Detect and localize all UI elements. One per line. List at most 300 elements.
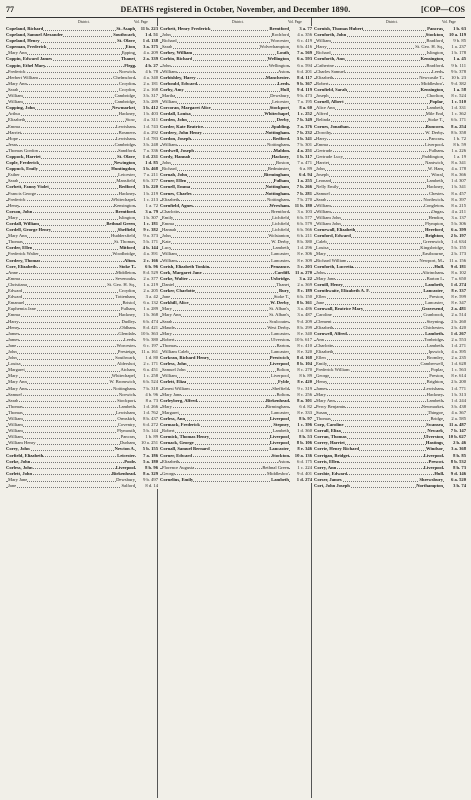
entry-name: William [8,416,23,421]
entry-name: Emma [8,312,20,318]
entry-district: Lambeth [272,428,289,434]
entry-volume-page: 8 e. 346 [290,446,312,452]
entry-name: Cornford, Edward [314,233,351,239]
entry-district: Altrincham [422,269,443,275]
entry-volume-page: 7 b. 349 [290,117,312,123]
entry-name: Cornewall, Elizabeth [314,227,356,233]
entry-district: Bedminster [267,166,289,172]
entry-district: Thingoe [427,409,443,415]
volume-page-heading: Vol. Page [442,20,456,24]
entry-volume-page: 8 b. 299 [290,325,312,331]
entry-name: Emma [316,141,328,147]
entry-district: Hackney [118,312,135,318]
entry-district: Birkenhead [266,397,289,403]
entry-volume-page: 8 a. 102 [444,270,466,276]
entry-name: Richard [162,166,177,172]
entry-volume-page: 6 c. 197 [136,343,158,349]
entry-name: John [8,355,17,361]
entry-district: Ulverston [423,434,443,440]
entry-name: Herbert William [8,74,38,80]
entry-district: Cambridge [114,93,135,99]
entry-volume-page: 6 a. 89 [290,166,312,172]
entry-district: Steyning [426,318,443,324]
district-heading: District. [78,20,90,24]
entry-district: Stow [125,117,135,123]
entry-volume-page: 4 a. 178 [444,166,466,172]
entry-volume-page: 1 d. 743 [136,124,158,130]
entry-name: Margaret [162,409,179,415]
entry-name: Copeland, Richard [6,26,44,31]
entry-district: Whitechapel [111,196,135,202]
entry-volume-page: 4 a. 340 [136,75,158,81]
entry-volume-page: 9 b. 367 [290,81,312,87]
entry-district: Kensington [420,86,443,92]
entry-volume-page: 5 b. 155 [136,446,158,452]
entry-name: Ernest William [162,385,190,391]
entry-volume-page: 8 b. 437 [136,416,158,422]
entry-volume-page: 6 a. 399 [444,227,466,233]
entry-volume-page: 3 a. 77 [290,26,312,32]
entry-volume-page: 1 d. 80 [136,355,158,361]
entry-name: Cordery, John Henry [160,129,202,135]
entry-district: St. Thomas [114,239,135,245]
entry-name: Mary [162,306,172,312]
entry-name: Richard William [316,257,347,263]
entry-district: Chichester [423,324,443,330]
entry-volume-page: 1 b. 313 [444,392,466,398]
entry-district: Preston [429,294,443,300]
entry-name: Cople, Frederick [6,160,40,166]
entry-name: Cornfield, Sarah [314,86,347,92]
entry-district: Leicester [117,452,135,458]
entry-district: Wirral [431,172,443,178]
entry-name: Elizabeth [316,324,334,330]
entry-name: James [316,385,328,391]
entry-name: Harriet [8,129,22,135]
entry-name: Samuel John [162,367,186,373]
entry-district: Newington [113,160,135,166]
entry-district: St. Alban's [269,312,289,318]
entry-district: Hull [434,263,443,269]
entry-volume-page: 8 b. 358 [444,130,466,136]
entry-volume-page: 1 b. 341 [444,184,466,190]
entry-volume-page: 2 b. 46 [444,440,466,446]
entry-volume-page: 1 b. 72 [444,136,466,142]
entry-volume-page: 4 a. 211 [444,209,466,215]
entry-district: Cambridge [114,141,135,147]
entry-volume-page: 2 a. 205 [136,288,158,294]
entry-volume-page: 2 b. 173 [444,251,466,257]
entry-district: W. Ham [427,166,443,172]
entry-district: Nottingham [265,129,289,135]
entry-volume-page: 3 b. 289 [136,99,158,105]
entry-district: Lambeth [426,342,443,348]
entry-name: Mary Ann [162,312,181,318]
entry-district: Ongar [431,208,443,214]
entry-name: William [316,208,331,214]
entry-name: Cornes, Jonathan [314,123,349,129]
entry-volume-page: 11 a. 270 [290,270,312,276]
entry-name: Coppuck, Emily [6,166,38,172]
entry-district: Stockport [117,397,135,403]
entry-district: Islington [118,214,135,220]
entry-district: Stockton [425,32,443,38]
entry-district: Chester [428,190,443,196]
entry-name: John [162,62,171,68]
entry-name: Mary Ann [8,233,27,239]
entry-volume-page: 1 c. 563 [444,367,466,373]
entry-district: St. Asaph [116,26,135,31]
entry-name: Cornforth, Ann [314,56,345,62]
entry-district: Rochford [271,32,289,38]
entry-name: Thomas [8,239,23,245]
entry-district: Newmarket [421,403,443,409]
entry-volume-page: 2 a. 339 [136,56,158,62]
entry-name: Hannah [162,227,177,233]
entry-district: Lancaster [271,330,289,336]
entry-name: Susan [316,409,327,415]
entry-volume-page: 1 c. 252 [290,111,312,117]
entry-district: Thanet [120,56,135,62]
entry-name: Corey, John [6,446,30,452]
entry-name: Cornforth, Lucretia [314,263,354,269]
entry-volume-page: 1 d. 271 [444,343,466,349]
entry-district: Southwark [115,355,135,361]
entry-volume-page: 3 a. 368 [444,446,466,452]
entry-district: Woodbridge [112,251,135,257]
entry-volume-page: 8 b. 85 [444,453,466,459]
page-number: 77 [6,5,14,14]
entry-volume-page: 4 a. 395 [444,349,466,355]
entry-name: Thomas [8,403,23,409]
entry-volume-page: 2 c. 171 [136,361,158,367]
entry-name: Ann [316,336,324,342]
entry-volume-page: 9 a. 373 [136,233,158,239]
entry-district: Brentford [271,208,289,214]
entry-volume-page: 3 a. 487 [290,312,312,318]
entry-volume-page: 6 d. 175 [290,459,312,465]
entry-district: Paddington [422,153,443,159]
entry-name: Thomas [162,342,177,348]
register-entry [314,483,466,489]
entry-volume-page: 3 a. 79 [136,209,158,215]
entry-name: Joseph [316,93,329,99]
entry-volume-page: 8 e. 320 [290,349,312,355]
entry-district: Croydon [118,86,135,92]
entry-volume-page: 8 b. 53 [290,434,312,440]
entry-district: W. Derby [425,129,443,135]
entry-name: Corbey, William [160,50,193,56]
entry-volume-page: 1 b. 219 [136,191,158,197]
entry-volume-page: 3 a. 103 [290,209,312,215]
entry-volume-page: 4 a. 209 [136,50,158,56]
entry-name: Joseph [316,172,329,178]
entry-district: Alton [124,257,135,263]
entry-volume-page: 7 a. 650 [444,276,466,282]
entry-name: John [8,348,17,354]
entry-name: Samuel [316,190,330,196]
entry-name: Emma [162,221,174,226]
entry-district: Uxbridge [270,275,289,281]
entry-district: Nottingham [267,141,289,147]
entry-district: Kingsbridge [420,245,443,251]
entry-name: Harry [316,44,327,50]
entry-name: Corbett, Fanny Violet [6,184,49,190]
entry-volume-page: 5 b. 171 [136,239,158,245]
entry-volume-page: 1 b. 403 [136,111,158,117]
entry-name: William [8,99,23,105]
entry-district: Lewisham [115,409,135,415]
entry-volume-page: 2 a. 481 [444,306,466,312]
entry-volume-page: 8 e. 337 [444,288,466,294]
entry-district: Liverpool [423,464,443,470]
entry-name: Frederick [8,68,26,74]
entry-volume-page: 9 d. 181 [444,264,466,270]
entry-name: Charlotte [162,208,180,214]
entry-name: Elizabeth [162,196,180,202]
entry-name: William [8,428,23,434]
entry-name: Jane [316,300,325,306]
entry-district: Lancaster [271,409,289,415]
entry-volume-page: 9 d. 209 [290,319,312,325]
entry-volume-page: 6 b. 579 [290,221,312,227]
entry-volume-page: 10 a. 119 [444,32,466,38]
entry-district: Stockton [271,452,289,458]
entry-volume-page: 10 b. 363 [136,331,158,337]
entry-district: Barton I. [426,275,443,281]
entry-district: Liverpool [269,416,289,421]
entry-district: Leicester [272,99,289,105]
entry-district: Hastings [425,440,443,446]
entry-volume-page: 4 a. 367 [444,410,466,416]
entry-district: Wolstanton [268,233,289,239]
entry-name: William [162,251,177,257]
entry-volume-page: 1 a. 226 [444,148,466,154]
entry-district: Newton A. [114,446,135,452]
page-title: DEATHS registered in October, November, and December 1890. [120,5,351,14]
entry-volume-page: 1 a. 289 [136,306,158,312]
entry-volume-page: 6 a. 132 [136,300,158,306]
entry-name: Louisa [8,361,21,367]
entry-district: Newport, M. [419,257,443,263]
entry-volume-page: 2 a. 235 [444,355,466,361]
entry-name: Corder, Ellen [6,245,33,251]
entry-district: Cardiff [274,269,289,275]
entry-district: St. Olave [117,38,135,44]
district-heading: District. [232,20,244,24]
entry-volume-page: 9 d. 382 [444,81,466,87]
entry-district: Lichfield [272,221,289,226]
entry-volume-page: 1 d. 274 [444,282,466,288]
entry-volume-page: 4 a. 251 [290,148,312,154]
entry-district: Lewisham [423,385,443,391]
entry-district: Ormskirk [117,416,135,421]
entry-volume-page: 2 a. 514 [444,312,466,318]
entry-district: Southwark [113,32,135,38]
entry-volume-page: 1 d. 231 [136,154,158,160]
entry-name: Arthur [8,111,21,117]
entry-district: Runcorn [425,123,443,129]
entry-volume-page: 8 c. 524 [444,93,466,99]
entry-volume-page: 1 d. 138 [136,38,158,44]
entry-district: Wrexham [269,202,289,208]
entry-name: Martha [162,93,176,99]
entry-name: Sarah [8,86,19,92]
entry-district: Thanet [276,281,289,287]
entry-volume-page: 5 b. 155 [444,245,466,251]
entry-volume-page: 7 a. 471 [290,160,312,166]
entry-volume-page: 9 d. 119 [290,87,312,93]
entry-name: John [316,269,325,275]
entry-name: Euphemia Jane [8,306,36,312]
entry-volume-page: 10 a. 136 [290,453,312,459]
entry-volume-page: 4 b. 78 [136,69,158,75]
entry-volume-page: 3 b. 412 [136,105,158,111]
surname-range: [COP—COS [421,5,465,14]
entry-name: Corner, Edward [160,452,192,458]
register-column-2 [160,20,312,796]
register-entry [160,477,312,483]
entry-volume-page: 6 b. 96 [136,264,158,270]
entry-name: William John [316,221,341,226]
entry-district: Mansfield [116,178,135,184]
entry-name: Cordery, Thomas [6,257,41,263]
entry-volume-page: 8 e. 340 [290,331,312,337]
entry-name: Sarah [8,397,19,403]
entry-name: Corker, Charlotte [160,288,196,294]
entry-name: Mary [162,403,172,409]
entry-name: Louisa [316,245,329,251]
entry-name: Margaret [8,367,25,373]
entry-name: Corless, John [6,464,33,470]
entry-name: Corris, Ellen [314,458,340,464]
entry-district: Hackney [426,391,443,397]
entry-district: Lambeth [426,178,443,184]
entry-district: Bolton [276,367,289,373]
entry-district: Bethnal Green [106,221,135,226]
entry-name: William [162,99,177,105]
entry-name: Mary [8,214,18,220]
entry-volume-page: 1 d. 762 [136,410,158,416]
entry-name: Anne [8,269,18,275]
entry-name: Cornell, Emma [160,184,191,190]
entry-district: Coventry [117,422,135,428]
entry-district: Nottingham [265,184,289,190]
entry-district: Aldershot [116,361,135,367]
entry-volume-page: 1 b. 317 [290,154,312,160]
entry-name: Mary Jane [316,275,336,281]
entry-volume-page: 7 a. 336 [136,148,158,154]
entry-name: Robert [162,428,175,434]
header-rule [6,17,465,18]
entry-volume-page: 8 c. 410 [290,343,312,349]
entry-name: Cork, Margaret Jane [160,269,202,275]
entry-name: James [8,330,20,336]
entry-district: Brentford [115,208,135,214]
entry-name: Elizabeth [162,458,180,464]
entry-volume-page: 3 a. 137 [444,215,466,221]
entry-name: Gertrude [316,147,333,153]
entry-district: St. Geo. H. Sq. [107,281,135,287]
entry-district: Flegg [124,62,135,68]
entry-district: Worcester [270,38,289,44]
entry-name: Cornes, Charles [160,190,192,196]
entry-district: Bradford [426,62,443,68]
entry-volume-page: 1 a. 237 [444,44,466,50]
entry-district: St. Olave [117,153,135,159]
entry-district: Croydon [118,288,135,294]
entry-volume-page: 6 b. 416 [290,44,312,50]
entry-volume-page: 1 c. 258 [136,373,158,379]
entry-volume-page: 8 c. 270 [290,367,312,373]
entry-volume-page: 3 b. 438 [444,404,466,410]
entry-volume-page: 6 a. 593 [290,56,312,62]
entry-district: Hackney [118,190,135,196]
entry-district: Hull [434,470,443,476]
entry-name: Corry, Ann [314,464,337,470]
entry-district: Wolverhampton [259,44,289,50]
entry-name: Mary Ann [8,80,27,86]
entry-name: Corbould, Edward [160,80,198,86]
entry-district: Leicester [118,172,135,178]
entry-name: Cornforth, John [314,32,347,38]
entry-district: Eastbourne [422,251,443,257]
entry-volume-page: 11 a. 156 [444,258,466,264]
entry-name: Mary Jane [162,391,182,397]
entry-district: Whitechapel [111,373,135,379]
entry-district: Poole [124,458,135,464]
register-entry [6,483,158,489]
entry-volume-page: 2 c. 166 [136,258,158,264]
entry-volume-page: 8 b. 532 [444,459,466,465]
entry-volume-page: 1 d. 307 [444,178,466,184]
entry-name: Cordall, William [6,221,40,226]
entry-district: Barton [276,342,289,348]
entry-district: Croydon [118,80,135,86]
entry-volume-page: 3 a. 22 [290,276,312,282]
entry-name: Alfred [316,111,328,117]
entry-volume-page: 5 c. 203 [290,264,312,270]
entry-volume-page: 7 a. 569 [290,50,312,56]
entry-volume-page: 9 b. 497 [136,477,158,483]
entry-name: Sarah [8,178,19,184]
entry-name: William [316,202,331,208]
entry-volume-page: 1 d. 85 [136,160,158,166]
entry-district: Manchester [265,74,289,80]
entry-volume-page: 8 a. 397 [444,197,466,203]
entry-district: Lancaster [269,446,289,452]
entry-name: George [162,470,176,476]
entry-volume-page: 10 a. 251 [136,440,158,446]
entry-district: Mile End [425,111,443,117]
entry-volume-page: 8 e. 309 [290,258,312,264]
entry-name: Thomas [316,416,331,421]
entry-volume-page: 1 c. 396 [290,422,312,428]
entry-district: Fulham [120,306,135,312]
entry-district: Pancras [427,26,443,31]
entry-volume-page: 9 b. 473 [290,93,312,99]
entry-name: Maude [162,324,175,330]
entry-district: Lewisham [115,135,135,141]
entry-name: John [162,32,171,38]
entry-district: Northampton [416,483,443,489]
entry-name: Catherine [316,62,334,68]
entry-name: Cornell, Albert [314,99,344,105]
entry-volume-page: 8 c. 256 [290,392,312,398]
entry-volume-page: 2 b. 420 [444,325,466,331]
entry-district: Camberwell [420,361,443,367]
entry-name: John [162,160,171,166]
